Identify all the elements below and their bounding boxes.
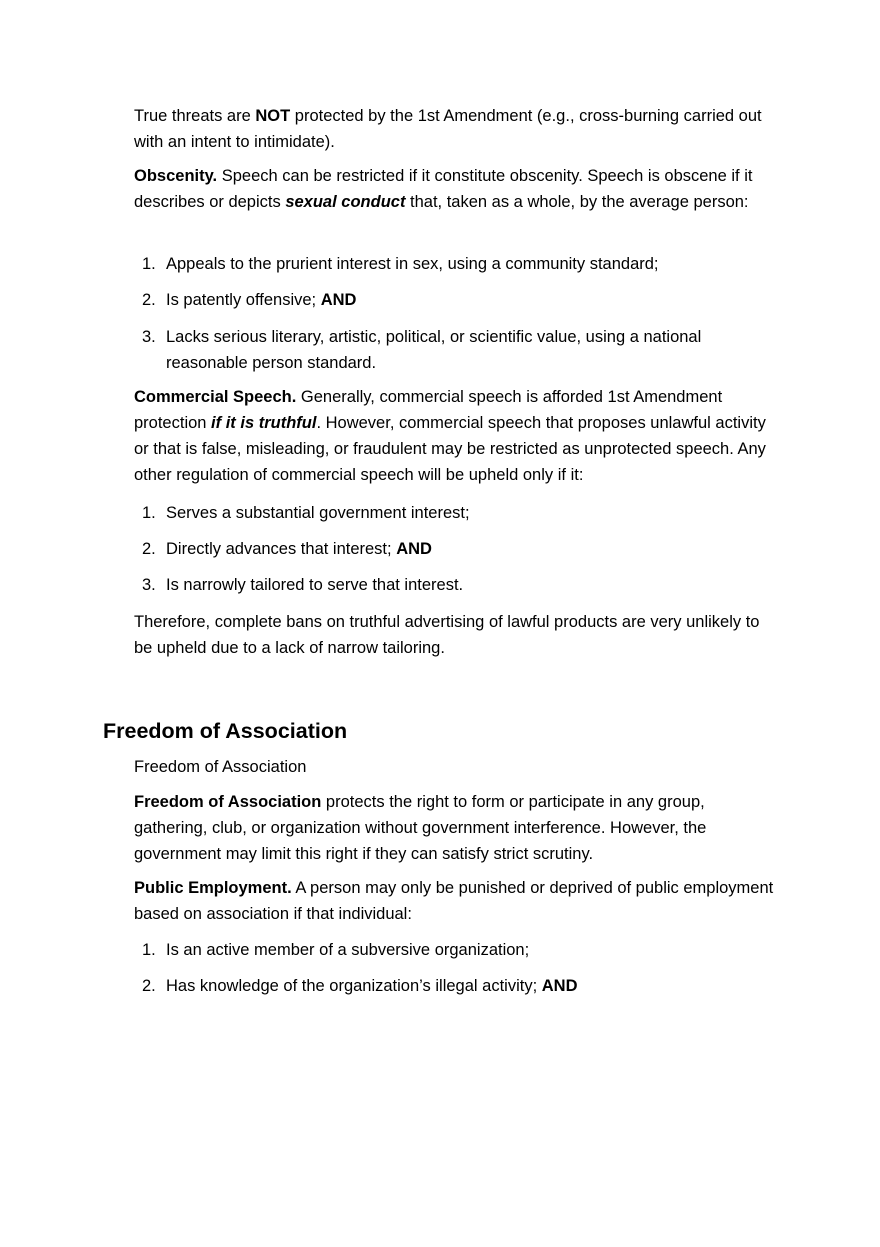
- obscenity-paragraph: [134, 163, 774, 215]
- association-label: Freedom of Association: [134, 793, 322, 811]
- list-item-text: Lacks serious literary, artistic, political, or scientific value, using a national reasonable person standard.: [166, 328, 702, 372]
- threats-text-end: protected by the 1st Amendment (e.g., cross-burning carried out with an intent to intimidate).: [134, 107, 762, 151]
- commercial-conclusion-paragraph: [134, 609, 774, 661]
- obscenity-text-end: that, taken as a whole, by the average person:: [405, 193, 749, 211]
- list-item: [134, 324, 754, 376]
- section-heading: Freedom of Association: [103, 719, 348, 743]
- commercial-text-start: Generally, commercial speech is afforded 1st Amendment protection: [134, 388, 723, 432]
- conclusion-text: Therefore, complete bans on truthful advertising of lawful products are very unlikely to be upheld due to a lack of narrow tailoring.: [134, 613, 760, 657]
- list-item-text: Serves a substantial government interest;: [166, 504, 470, 522]
- true-threats-paragraph: [134, 103, 774, 155]
- list-item-bold: AND: [541, 977, 578, 995]
- list-item-text: Has knowledge of the organization’s illegal activity;: [166, 977, 542, 995]
- list-number: 2.: [142, 977, 156, 995]
- list-item: [134, 973, 754, 999]
- list-item: [134, 536, 754, 562]
- association-text: protects the right to form or participate in any group, gathering, club, or organization without government interference. However, the government may limit this right if they can satisfy strict scrutiny.: [134, 793, 707, 863]
- list-number: 1.: [142, 504, 156, 522]
- list-number: 2.: [142, 540, 156, 558]
- public-employment-text: A person may only be punished or deprived of public employment based on association if that individual:: [134, 879, 774, 923]
- sexual-conduct-emphasis: sexual conduct: [285, 193, 406, 211]
- list-item: [134, 572, 754, 598]
- commercial-text-end: . However, commercial speech that proposes unlawful activity or that is false, misleading, or fraudulent may be restricted as unprotected speech. Any other regulation of commercial speech will be upheld only if it:: [134, 414, 766, 484]
- obscenity-text-start: Speech can be restricted if it constitute obscenity. Speech is obscene if it describes or depicts: [134, 167, 753, 211]
- truthful-emphasis: if it is truthful: [211, 414, 317, 432]
- list-item-text: Is an active member of a subversive organization;: [166, 941, 530, 959]
- threats-not-emphasis: NOT: [255, 107, 291, 125]
- list-number: 2.: [142, 291, 156, 309]
- list-item: [134, 251, 754, 277]
- obscenity-label: Obscenity.: [134, 167, 218, 185]
- public-employment-label: Public Employment.: [134, 879, 292, 897]
- list-item-text: Is patently offensive;: [166, 291, 321, 309]
- list-item-text: Appeals to the prurient interest in sex, using a community standard;: [166, 255, 659, 273]
- list-item: [134, 287, 754, 313]
- list-item: [134, 937, 754, 963]
- list-number: 1.: [142, 255, 156, 273]
- commercial-speech-label: Commercial Speech.: [134, 388, 297, 406]
- list-number: 3.: [142, 576, 156, 594]
- threats-text-start: True threats are: [134, 107, 256, 125]
- list-item-bold: AND: [396, 540, 432, 558]
- list-item-text: Directly advances that interest;: [166, 540, 397, 558]
- subheading-text: Freedom of Association: [134, 758, 307, 776]
- commercial-speech-paragraph: [134, 384, 774, 488]
- list-number: 3.: [142, 328, 156, 346]
- list-number: 1.: [142, 941, 156, 959]
- list-item: [134, 500, 754, 526]
- association-paragraph: [134, 789, 774, 867]
- association-subheading: [134, 754, 774, 780]
- list-item-bold: AND: [320, 291, 357, 309]
- public-employment-paragraph: [134, 875, 774, 927]
- list-item-text: Is narrowly tailored to serve that interest.: [166, 576, 464, 594]
